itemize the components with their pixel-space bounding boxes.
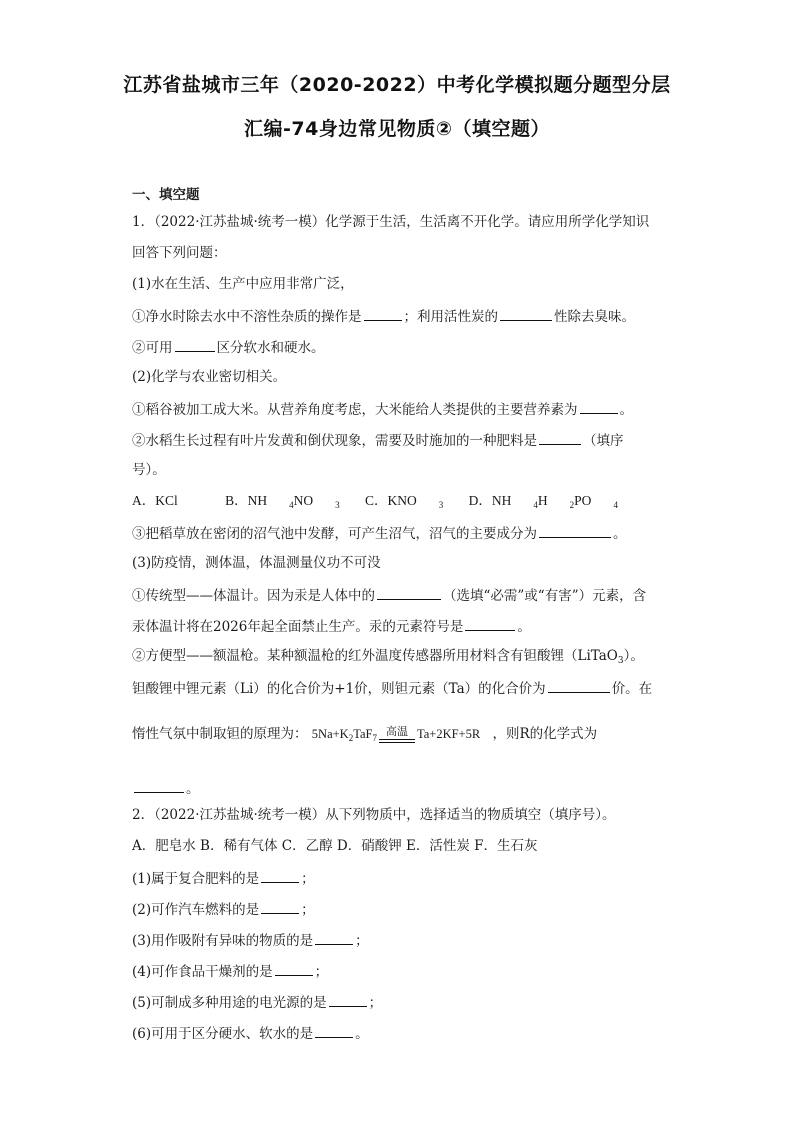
q2-sub3-end: ； (355, 933, 369, 949)
answer-blank[interactable] (539, 523, 611, 538)
q1-part1-sub2 (132, 337, 325, 357)
q1-part3-sub2-line3 (132, 725, 597, 747)
q1-part2-sub1-text-a: ①稻谷被加工成大米。从营养角度考虑，大米能给人类提供的主要营养素为 (132, 402, 578, 418)
option-c[interactable]: C．KNO $_3$ (365, 493, 444, 510)
q2-sub6 (132, 1023, 369, 1043)
q2-sub4-end: ； (314, 964, 329, 980)
answer-blank[interactable] (275, 961, 313, 976)
q2-sub6-end: 。 (355, 1026, 369, 1042)
equation-left: $5Na+K_2TaF_7$ (311, 727, 377, 743)
q1-part1-sub1-text-a: ①净水时除去水中不溶性杂质的操作是 (132, 309, 362, 325)
q1-part3-sub2-text-f: 惰性气氛中制取钽的原理为： (132, 726, 308, 742)
q1-part3-sub2 (132, 647, 644, 670)
q2-sub5-end: ； (368, 995, 383, 1011)
answer-blank[interactable] (580, 399, 618, 414)
q2-sub1 (132, 868, 315, 888)
q1-part3-sub2-line4 (132, 778, 200, 798)
answer-blank[interactable] (329, 992, 367, 1007)
q2-sub1-text: (1)属于复合肥料的是 (132, 871, 260, 887)
document-title-line1: 江苏省盐城市三年（2020-2022）中考化学模拟题分题型分层 (123, 74, 671, 96)
q2-sub1-end: ； (301, 871, 315, 887)
q1-part1-sub1 (132, 306, 635, 326)
q2-sub4-text: (4)可作食品干燥剂的是 (132, 964, 273, 980)
q1-part3-sub2-text-c: ）。 (623, 648, 644, 664)
q2-sub3-text: (3)用作吸附有异味的物质的是 (132, 933, 314, 949)
answer-blank[interactable] (548, 678, 610, 693)
q1-part1-sub2-text-a: ②可用 (132, 340, 173, 356)
answer-blank[interactable] (377, 585, 441, 600)
option-b[interactable]: B．NH $_4$NO $_3$ (225, 493, 340, 510)
q1-part1-sub2-text-b: 区分软水和硬水。 (216, 340, 325, 356)
answer-blank[interactable] (465, 616, 515, 631)
equation-right: Ta+2KF+5R (416, 727, 481, 741)
q1-part3-sub1-text-b: （选填“必需”或“有害”）元素，含 (443, 588, 647, 604)
q1-intro-line2: 回答下列问题： (132, 245, 227, 261)
q1-part3-sub2-text-h: 。 (186, 781, 200, 797)
answer-blank[interactable] (315, 930, 353, 945)
q1-part3-heading: (3)防疫情，测体温，体温测量仪功不可没 (132, 555, 381, 571)
answer-blank[interactable] (261, 899, 299, 914)
q2-sub3 (132, 930, 369, 950)
q1-part2-sub1-text-b: 。 (619, 402, 633, 418)
q1-part2-sub1 (132, 399, 633, 419)
q2-sub2-end: ； (301, 902, 315, 918)
q2-sub5 (132, 992, 382, 1012)
option-d[interactable]: D．NH $_4$H $_2$PO $_4$ (468, 493, 618, 510)
q1-part3-sub1-line2 (132, 616, 531, 636)
q1-part3-sub2-text-e: 价。在 (611, 681, 653, 697)
q1-part1-heading: (1)水在生活、生产中应用非常广泛， (132, 276, 354, 292)
q1-part2-sub2-text-b: （填序 (583, 433, 624, 449)
q1-part2-sub3-text-a: ③把稻草放在密闭的沼气池中发酵，可产生沼气，沼气的主要成分为 (132, 526, 537, 542)
q1-part3-sub2-text-d: 钽酸锂中锂元素（Li）的化合价为+1价，则钽元素（Ta）的化合价为 (132, 681, 546, 697)
section-heading: 一、填空题 (132, 187, 200, 203)
option-a[interactable]: A．KCl (132, 493, 178, 508)
q1-part1-sub1-text-b: ；利用活性炭的 (403, 309, 498, 325)
q1-part2-heading: (2)化学与农业密切相关。 (132, 369, 287, 385)
q1-part2-sub2 (132, 430, 624, 450)
q1-part3-sub1-text-d: 。 (517, 619, 531, 635)
q2-sub2-text: (2)可作汽车燃料的是 (132, 902, 260, 918)
answer-blank[interactable] (500, 306, 552, 321)
answer-blank[interactable] (364, 306, 402, 321)
q2-sub6-text: (6)可用于区分硬水、软水的是 (132, 1026, 314, 1042)
q1-part3-sub2-sub: 3 (617, 656, 624, 666)
q1-part3-sub2-text-a: ②方便型——额温枪。某种额温枪的红外温度传感器所用材料含有钽酸锂（LiTaO (132, 648, 618, 664)
q1-part2-sub2-text-a: ②水稻生长过程有叶片发黄和倒伏现象，需要及时施加的一种肥料是 (132, 433, 537, 449)
q1-part1-sub1-text-c: 性除去臭味。 (554, 309, 635, 325)
q2-sub5-text: (5)可制成多种用途的电光源的是 (132, 995, 327, 1011)
q2-sub4 (132, 961, 328, 981)
q1-part3-sub1-text-c: 汞体温计将在2026年起全面禁止生产。汞的元素符号是 (132, 619, 464, 635)
q1-part3-sub2-line2 (132, 678, 652, 698)
equals-sign (379, 739, 415, 743)
q1-intro-line1: 1．（2022·江苏盐城·统考一模）化学源于生活，生活离不开化学。请应用所学化学知识 (132, 214, 650, 230)
q1-part2-sub3 (132, 523, 627, 543)
q2-sub2 (132, 899, 315, 919)
q1-options (132, 492, 640, 514)
q1-part2-sub3-text-b: 。 (613, 526, 627, 542)
q1-part3-sub1-text-a: ①传统型——体温计。因为汞是人体中的 (132, 588, 375, 604)
q1-part3-sub1 (132, 585, 646, 605)
chemical-equation (312, 725, 480, 747)
answer-blank[interactable] (134, 778, 184, 793)
answer-blank[interactable] (315, 1023, 353, 1038)
q2-intro: 2．（2022·江苏盐城·统考一模）从下列物质中，选择适当的物质填空（填序号）。 (132, 807, 616, 823)
q1-part3-sub2-text-g: ，则R的化学式为 (492, 726, 598, 742)
q2-options: A．肥皂水 B．稀有气体 C．乙醇 D．硝酸钾 E．活性炭 F．生石灰 (132, 838, 538, 854)
document-title-line2: 汇编-74身边常见物质②（填空题） (244, 118, 550, 140)
q1-part2-sub2-line2: 号）。 (132, 462, 166, 478)
answer-blank[interactable] (261, 868, 299, 883)
reaction-condition: 高温 (379, 727, 415, 743)
answer-blank[interactable] (175, 337, 215, 352)
answer-blank[interactable] (539, 430, 581, 445)
